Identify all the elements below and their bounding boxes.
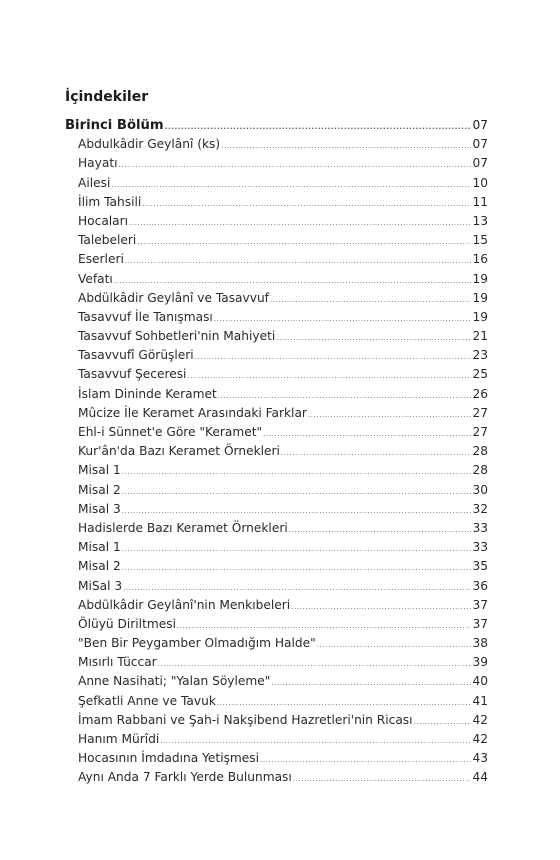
toc-entry-page-number: 19	[472, 309, 488, 324]
toc-entry[interactable]	[65, 176, 488, 195]
dot-leader	[195, 353, 472, 361]
toc-entry-page-number: 42	[472, 712, 488, 727]
dot-leader	[158, 660, 472, 668]
dot-leader	[271, 679, 471, 687]
page-title: İçindekiler	[65, 89, 149, 105]
dot-leader	[270, 296, 472, 304]
toc-entry-page-number: 41	[472, 693, 488, 708]
toc-entry-title: İmam Rabbani ve Şah-i Nakşibend Hazretleri'nin Ricası	[78, 712, 413, 727]
dot-leader	[111, 181, 471, 189]
toc-entry[interactable]	[65, 674, 488, 693]
toc-entry-page-number: 30	[472, 482, 488, 497]
toc-entry-title: Tasavvufî Görüşleri	[78, 348, 194, 363]
toc-entry-page-number: 44	[472, 770, 488, 785]
dot-leader	[260, 756, 471, 764]
dot-leader	[114, 277, 472, 285]
toc-entry[interactable]	[65, 291, 488, 310]
dot-leader	[142, 200, 471, 208]
toc-entry[interactable]	[65, 444, 488, 463]
toc-entry-title: Abdülkâdir Geylânî ve Tasavvuf	[78, 290, 269, 305]
toc-entry[interactable]	[65, 310, 488, 329]
toc-entry-page-number: 07	[472, 156, 488, 171]
toc-entry[interactable]	[65, 329, 488, 348]
toc-entry-title: Tasavvuf İle Tanışması	[78, 309, 213, 324]
toc-entry[interactable]	[65, 579, 488, 598]
toc-entry-page-number: 21	[472, 329, 488, 344]
toc-entry-page-number: 38	[472, 636, 488, 651]
toc-entry-title: Kur'ân'da Bazı Keramet Örnekleri	[78, 444, 280, 459]
toc-entry-page-number: 37	[472, 597, 488, 612]
dot-leader	[414, 718, 472, 726]
dot-leader	[308, 411, 472, 419]
toc-entry-title: Anne Nasihati; "Yalan Söyleme"	[78, 674, 271, 689]
toc-entry[interactable]	[65, 272, 488, 291]
toc-entry-title: MiSal 3	[78, 578, 123, 593]
table-of-contents	[65, 118, 488, 790]
toc-entry[interactable]	[65, 156, 488, 175]
toc-entry[interactable]	[65, 732, 488, 751]
dot-leader	[291, 603, 471, 611]
dot-leader	[165, 123, 472, 131]
toc-entry-page-number: 19	[472, 271, 488, 286]
toc-entry[interactable]	[65, 195, 488, 214]
toc-entry-title: Misal 2	[78, 482, 121, 497]
toc-entry-page-number: 40	[472, 674, 488, 689]
toc-entry[interactable]	[65, 463, 488, 482]
toc-entry-title: Talebeleri	[78, 233, 137, 248]
toc-entry-page-number: 28	[472, 444, 488, 459]
toc-entry[interactable]	[65, 348, 488, 367]
dot-leader	[129, 219, 471, 227]
toc-entry[interactable]	[65, 636, 488, 655]
toc-entry[interactable]	[65, 387, 488, 406]
dot-leader	[122, 507, 472, 515]
toc-entry-title: Misal 3	[78, 501, 121, 516]
toc-entry[interactable]	[65, 713, 488, 732]
dot-leader	[217, 699, 472, 707]
toc-entry[interactable]	[65, 521, 488, 540]
dot-leader	[177, 622, 472, 630]
toc-entry[interactable]	[65, 694, 488, 713]
toc-entry-page-number: 36	[472, 578, 488, 593]
toc-entry-page-number: 33	[472, 540, 488, 555]
toc-entry-title: Aynı Anda 7 Farklı Yerde Bulunması	[78, 770, 292, 785]
toc-entry-title: Hanım Mürîdi	[78, 732, 160, 746]
chapter-page-number: 07	[472, 118, 488, 132]
toc-entry-title: Tasavvuf Şeceresi	[78, 367, 187, 382]
dot-leader	[293, 775, 472, 783]
toc-entry-title: İlim Tahsili	[78, 194, 142, 209]
toc-entry[interactable]	[65, 137, 488, 156]
toc-entry[interactable]	[65, 233, 488, 252]
toc-entry-title: Hadislerde Bazı Keramet Örnekleri	[78, 520, 288, 535]
toc-entry-page-number: 19	[472, 290, 488, 305]
toc-entry[interactable]	[65, 540, 488, 559]
toc-entry-title: Misal 1	[78, 540, 121, 555]
dot-leader	[122, 468, 472, 476]
toc-entry[interactable]	[65, 425, 488, 444]
dot-leader	[125, 257, 472, 265]
chapter-title: Birinci Bölüm	[65, 118, 164, 133]
toc-entry[interactable]	[65, 559, 488, 578]
dot-leader	[122, 545, 472, 553]
dot-leader	[289, 526, 472, 534]
toc-entry-page-number: 37	[472, 616, 488, 631]
toc-chapter-entry[interactable]	[65, 118, 488, 137]
toc-entry[interactable]	[65, 367, 488, 386]
toc-entry-page-number: 35	[472, 559, 488, 574]
toc-entry-title: Hocasının İmdadına Yetişmesi	[78, 751, 260, 766]
toc-entry-page-number: 16	[472, 252, 488, 267]
toc-entry-title: Mûcize İle Keramet Arasındaki Farklar	[78, 405, 307, 420]
toc-entry-page-number: 11	[472, 194, 488, 209]
dot-leader	[317, 641, 472, 649]
toc-entry-page-number: 27	[472, 405, 488, 420]
toc-entry-title: Ölüyü Diriltmesi	[78, 616, 176, 631]
toc-entry[interactable]	[65, 502, 488, 521]
toc-entry-title: Abdulkâdir Geylânî (ks)	[78, 137, 221, 152]
toc-entry-title: Misal 2	[78, 559, 121, 574]
toc-entry-page-number: 39	[472, 655, 488, 670]
toc-entry-page-number: 28	[472, 463, 488, 478]
dot-leader	[281, 449, 472, 457]
toc-entry-page-number: 32	[472, 501, 488, 516]
dot-leader	[118, 161, 471, 169]
dot-leader	[122, 488, 472, 496]
toc-entry-page-number: 10	[472, 175, 488, 190]
toc-entry[interactable]	[65, 751, 488, 770]
toc-entry[interactable]	[65, 655, 488, 674]
toc-entry-title: Mısırlı Tüccar	[78, 655, 157, 670]
dot-leader	[263, 430, 471, 438]
toc-entry-page-number: 13	[472, 213, 488, 228]
toc-entry-title: Ehl-i Sünnet'e Göre "Keramet"	[78, 425, 263, 439]
toc-entry-page-number: 15	[472, 233, 488, 248]
dot-leader	[122, 564, 472, 572]
toc-entry-title: Şefkatli Anne ve Tavuk	[78, 693, 216, 708]
toc-entry-page-number: 23	[472, 348, 488, 363]
toc-entry-title: İslam Dininde Keramet	[78, 386, 217, 401]
toc-entry-title: "Ben Bir Peygamber Olmadığım Halde"	[78, 636, 316, 651]
dot-leader	[123, 584, 471, 592]
toc-entry-title: Misal 1	[78, 463, 121, 478]
toc-entry-page-number: 42	[472, 732, 488, 746]
toc-entry-page-number: 26	[472, 386, 488, 401]
toc-entry-page-number: 43	[472, 751, 488, 766]
toc-entry-title: Tasavvuf Sohbetleri'nin Mahiyeti	[78, 329, 276, 344]
toc-entry-page-number: 27	[472, 425, 488, 439]
dot-leader	[218, 392, 472, 400]
dot-leader	[160, 737, 471, 745]
toc-entry[interactable]	[65, 617, 488, 636]
toc-entry-page-number: 25	[472, 367, 488, 382]
dot-leader	[221, 142, 471, 150]
dot-leader	[214, 315, 472, 323]
toc-entry-title: Eserleri	[78, 252, 124, 267]
toc-entry-title: Hocaları	[78, 213, 129, 228]
toc-entry[interactable]	[65, 406, 488, 425]
toc-entry-page-number: 07	[472, 137, 488, 152]
toc-entry[interactable]	[65, 214, 488, 233]
toc-entry[interactable]	[65, 598, 488, 617]
dot-leader	[187, 372, 471, 380]
dot-leader	[276, 334, 471, 342]
toc-entries	[65, 137, 488, 789]
dot-leader	[137, 238, 471, 246]
toc-entry-title: Hayatı	[78, 156, 118, 171]
toc-entry-page-number: 33	[472, 520, 488, 535]
toc-entry[interactable]	[65, 770, 488, 789]
toc-entry[interactable]	[65, 252, 488, 271]
toc-entry-title: Ailesi	[78, 175, 111, 190]
toc-entry[interactable]	[65, 483, 488, 502]
toc-entry-title: Vefatı	[78, 271, 113, 286]
toc-entry-title: Abdülkâdir Geylânî'nin Menkıbeleri	[78, 597, 291, 612]
